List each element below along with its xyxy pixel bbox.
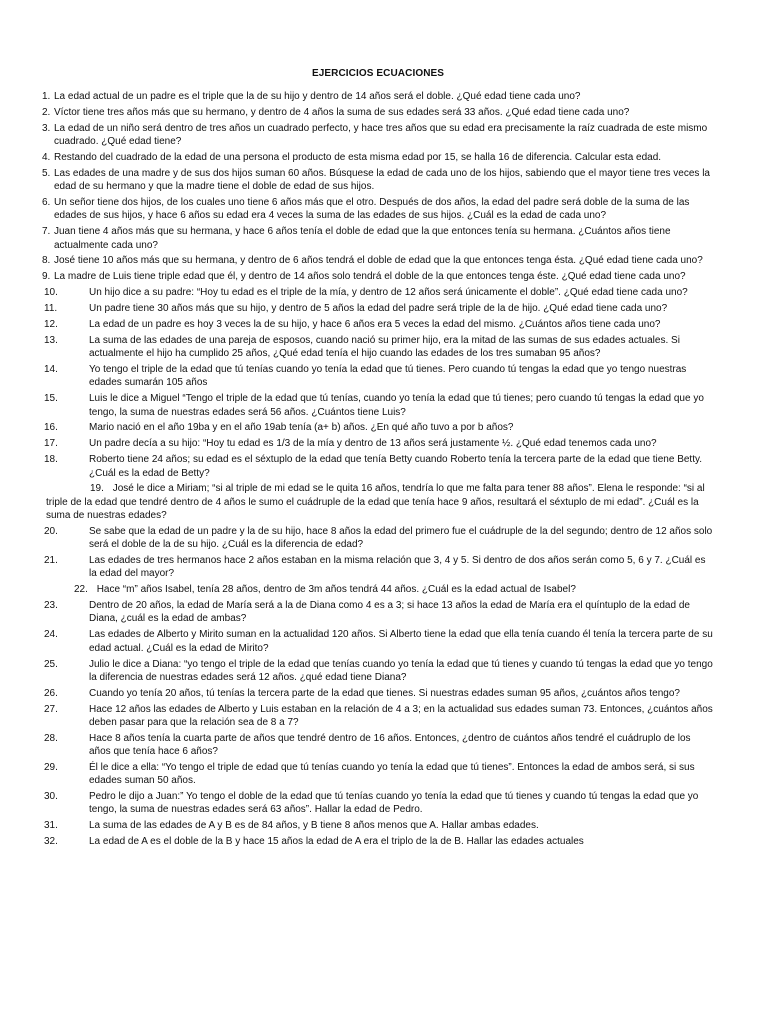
exercise-text: La edad de un padre es hoy 3 veces la de su hijo, y hace 6 años era 5 veces la edad del mismo. ¿Cuántos años tiene cada uno? bbox=[89, 318, 661, 330]
exercise-item bbox=[42, 334, 714, 361]
exercise-number: 20. bbox=[44, 525, 58, 537]
exercise-text: La edad de A es el doble de la B y hace 15 años la edad de A era el triplo de la de B. Hallar las edades actuales bbox=[89, 836, 584, 848]
exercise-item bbox=[42, 687, 714, 700]
exercise-item bbox=[42, 453, 714, 480]
exercise-number: 14. bbox=[44, 364, 58, 376]
exercise-item bbox=[42, 196, 714, 223]
exercise-text: Dentro de 20 años, la edad de María será a la de Diana como 4 es a 3; si hace 13 años la edad de María era el quíntuplo de la edad de Diana, ¿cuál es la edad de ambas? bbox=[89, 600, 690, 625]
exercise-text: Hace 8 años tenía la cuarta parte de años que tendré dentro de 16 años. Entonces, ¿dentro de cuántos años tendré el cuádruplo de los años que tenía hace 6 años? bbox=[89, 732, 691, 758]
exercise-item bbox=[42, 318, 714, 331]
exercise-item bbox=[42, 363, 714, 390]
exercise-text: Él le dice a ella: “Yo tengo el triple de edad que tú tenías cuando yo tenía la edad que tú tienes”. Entonces la edad de ambos será, si sus edades suman 50 años. bbox=[89, 761, 695, 787]
exercise-text: José le dice a Miriam; “si al triple de mi edad se le quita 16 años, tendría lo que me falta para tener 88 años”. Elena le responde: “si al triple de la edad que tendré dentro de 4 años le sumo el cuádruple de la edad que tenía hace 9 años, resultará el séxtuplo de mi edad”. ¿Cuál es la suma de nuestras edades? bbox=[46, 483, 705, 521]
exercise-number: 8. bbox=[42, 255, 51, 267]
exercise-item bbox=[42, 392, 714, 419]
exercise-item bbox=[42, 599, 714, 626]
exercise-text: Un señor tiene dos hijos, de los cuales uno tiene 6 años más que el otro. Después de dos años, la edad del padre será doble de la suma de las edades de sus hijos, y hace 6 años su edad era 4 veces la suma de las edades de sus hijos. ¿Cuál es la edad de cada uno? bbox=[54, 197, 690, 222]
exercise-item bbox=[42, 525, 714, 552]
exercise-number: 27. bbox=[44, 703, 58, 715]
exercise-text: La edad de un niño será dentro de tres años un cuadrado perfecto, y hace tres años que su edad era precisamente la raíz cuadrada de este mismo cuadrado. ¿Qué edad tiene? bbox=[54, 122, 708, 148]
exercise-number: 12. bbox=[44, 318, 58, 330]
exercise-number: 10. bbox=[44, 287, 58, 299]
exercise-text: Yo tengo el triple de la edad que tú tenías cuando yo tenía la edad que tú tienes. Pero cuando tú tengas la edad que yo tengo nuestras edades sumarán 105 años bbox=[89, 364, 687, 389]
exercise-text: La suma de las edades de una pareja de esposos, cuando nació su primer hijo, era la mitad de las sumas de sus edades actuales. Si actualmente el hijo ha cumplido 25 años, ¿Qué edad tenía el hijo cuando las edades de los tres sumaban 95 años? bbox=[89, 334, 680, 360]
exercise-number: 30. bbox=[44, 791, 58, 803]
exercise-item bbox=[42, 302, 714, 315]
exercise-item bbox=[42, 703, 714, 730]
exercise-item bbox=[42, 254, 714, 267]
exercise-item bbox=[42, 151, 714, 164]
exercise-number: 6. bbox=[42, 197, 51, 209]
exercise-item bbox=[42, 554, 714, 581]
exercise-text: Luis le dice a Miguel “Tengo el triple de la edad que tú tenías, cuando yo tenía la edad que tú tienes; pero cuando tú tengas la edad que yo tengo, la suma de nuestras edades será 56 años. ¿Cuántos tiene Luis? bbox=[89, 393, 704, 418]
exercise-item bbox=[42, 270, 714, 283]
exercise-item bbox=[42, 761, 714, 788]
exercise-text: Las edades de tres hermanos hace 2 años estaban en la misma relación que 3, 4 y 5. Si dentro de dos años serán como 5, 6 y 7. ¿Cuál es la edad del mayor? bbox=[89, 555, 706, 580]
exercise-text: Julio le dice a Diana: “yo tengo el triple de la edad que tenías cuando yo tenía la edad que tú tienes y cuando tú tengas la edad que yo tengo la diferencia de nuestras edades será 12 años. ¿qué edad tiene Diana? bbox=[89, 658, 713, 683]
exercise-item bbox=[42, 421, 714, 434]
exercise-number: 18. bbox=[44, 454, 58, 466]
exercise-item bbox=[42, 225, 714, 252]
exercise-text: Roberto tiene 24 años; su edad es el séxtuplo de la edad que tenía Betty cuando Roberto tenía la tercera parte de la edad que tiene Betty. ¿Cuál es la edad de Betty? bbox=[89, 454, 703, 479]
exercise-number: 11. bbox=[44, 303, 58, 315]
exercise-number: 28. bbox=[44, 732, 58, 744]
exercise-text: Hace “m” años Isabel, tenía 28 años, dentro de 3m años tendrá 44 años. ¿Cuál es la edad actual de Isabel? bbox=[96, 584, 576, 596]
exercise-item bbox=[42, 835, 714, 848]
exercise-number-inline: 22. bbox=[74, 584, 88, 596]
exercise-item bbox=[42, 167, 714, 194]
exercise-number: 21. bbox=[44, 555, 58, 567]
exercise-item bbox=[42, 122, 714, 149]
page-title: EJERCICIOS ECUACIONES bbox=[311, 68, 445, 79]
exercise-number: 4. bbox=[42, 151, 51, 163]
exercise-number: 9. bbox=[42, 271, 51, 283]
exercise-text: La edad actual de un padre es el triple que la de su hijo y dentro de 14 años será el doble. ¿Qué edad tiene cada uno? bbox=[54, 91, 581, 102]
exercise-item bbox=[42, 90, 714, 103]
exercise-number: 5. bbox=[42, 167, 51, 179]
exercise-text: Se sabe que la edad de un padre y la de su hijo, hace 8 años la edad del primero fue el cuádruple de la del segundo; dentro de 12 años solo será el doble de la de su hijo. ¿Cuál es la diferencia de edad? bbox=[89, 525, 713, 551]
exercise-item bbox=[42, 732, 714, 759]
exercise-number: 23. bbox=[44, 600, 58, 612]
exercise-number: 25. bbox=[44, 658, 58, 670]
exercise-number: 32. bbox=[44, 836, 58, 848]
exercise-text: Mario nació en el año 19ba y en el año 19ab tenía (a+ b) años. ¿En qué año tuvo a por b años? bbox=[89, 422, 514, 434]
exercise-number: 7. bbox=[42, 226, 51, 238]
exercise-text: Víctor tiene tres años más que su hermano, y dentro de 4 años la suma de sus edades será 33 años. ¿Qué edad tiene cada uno? bbox=[54, 106, 630, 118]
exercise-number: 24. bbox=[44, 629, 58, 641]
exercise-item bbox=[42, 106, 714, 119]
exercise-text: Un padre tiene 30 años más que su hijo, y dentro de 5 años la edad del padre será triple de la de hijo. ¿Qué edad tiene cada uno? bbox=[89, 303, 668, 315]
exercise-text: Un padre decía a su hijo: “Hoy tu edad es 1/3 de la mía y dentro de 13 años será justamente ½. ¿Qué edad tenemos cada uno? bbox=[89, 438, 657, 450]
exercise-item bbox=[42, 583, 714, 596]
exercise-item bbox=[42, 437, 714, 450]
exercise-number: 29. bbox=[44, 761, 58, 773]
exercise-number: 31. bbox=[44, 820, 58, 832]
exercise-number: 1. bbox=[42, 91, 51, 102]
exercise-text: Hace 12 años las edades de Alberto y Luis estaban en la relación de 4 a 3; en la actualidad sus edades suman 73. Entonces, ¿cuántos años deben pasar para que la relación sea de 8 a 7? bbox=[89, 703, 713, 728]
exercise-text: Las edades de Alberto y Mirito suman en la actualidad 120 años. Si Alberto tiene la edad que ella tenía cuando él tenía la tercera parte de su edad actual. ¿Cuál es la edad de Mirito? bbox=[89, 629, 713, 654]
exercise-text: La suma de las edades de A y B es de 84 años, y B tiene 8 años menos que A. Hallar ambas edades. bbox=[89, 820, 539, 832]
exercise-number: 16. bbox=[44, 422, 58, 434]
exercise-number: 3. bbox=[42, 122, 51, 134]
exercise-text: Un hijo dice a su padre: “Hoy tu edad es el triple de la mía, y dentro de 12 años será únicamente el doble”. ¿Qué edad tiene cada uno? bbox=[89, 287, 688, 299]
exercise-item bbox=[42, 482, 714, 522]
exercise-item bbox=[42, 628, 714, 655]
exercise-list bbox=[42, 90, 714, 849]
exercise-text: Las edades de una madre y de sus dos hijos suman 60 años. Búsquese la edad de cada uno de los hijos, sabiendo que el mayor tiene tres veces la edad de su hermano y que la madre tiene el doble de edad de sus hijos. bbox=[54, 167, 710, 193]
exercise-text: La madre de Luis tiene triple edad que él, y dentro de 14 años solo tendrá el doble de la que entonces tenga éste. ¿Qué edad tiene cada uno? bbox=[54, 271, 686, 283]
exercise-text: Juan tiene 4 años más que su hermana, y hace 6 años tenía el doble de edad que la que entonces tenía su hermana. ¿Cuántos años tiene actualmente cada uno? bbox=[54, 226, 671, 251]
exercise-text: Restando del cuadrado de la edad de una persona el producto de esta misma edad por 15, se halla 16 de diferencia. Calcular esta edad. bbox=[54, 151, 662, 163]
exercise-text: Pedro le dijo a Juan:” Yo tengo el doble de la edad que tú tenías cuando yo tenía la edad que tú tienes y cuando tú tengas la edad que yo tengo, la suma de nuestras edades será 63 años”. Hallar la edad de Pedro. bbox=[89, 791, 699, 816]
exercise-item bbox=[42, 790, 714, 817]
exercise-number: 13. bbox=[44, 334, 58, 346]
exercise-item bbox=[42, 286, 714, 299]
exercise-item bbox=[42, 819, 714, 832]
exercise-number: 15. bbox=[44, 393, 58, 405]
exercise-number: 26. bbox=[44, 687, 58, 699]
exercise-number-inline: 19. bbox=[90, 483, 104, 495]
exercise-item bbox=[42, 658, 714, 685]
exercise-number: 17. bbox=[44, 438, 58, 450]
exercise-text: José tiene 10 años más que su hermana, y dentro de 6 años tendrá el doble de edad que la que entonces tenga ésta. ¿Qué edad tiene cada uno? bbox=[54, 255, 703, 267]
exercise-number: 2. bbox=[42, 106, 51, 118]
exercise-text: Cuando yo tenía 20 años, tú tenías la tercera parte de la edad que tienes. Si nuestras edades suman 95 años, ¿cuántos años tengo? bbox=[89, 687, 680, 699]
